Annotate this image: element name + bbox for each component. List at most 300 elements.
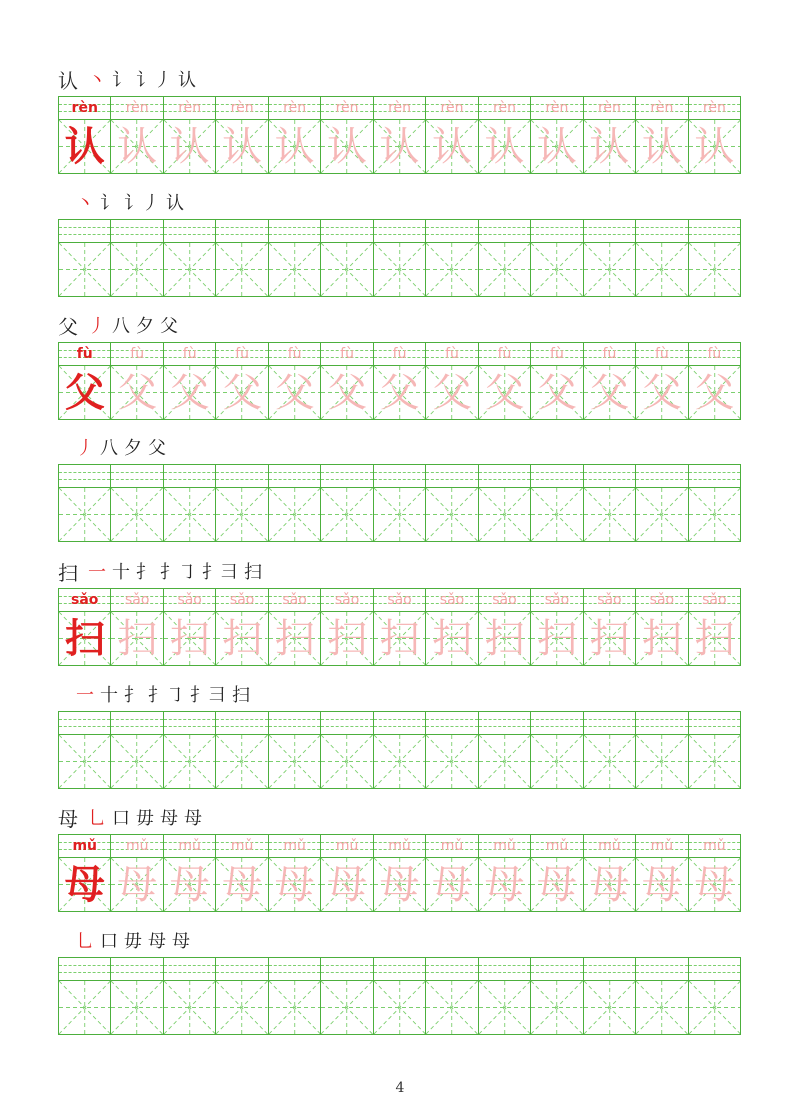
stroke-step: 扫 — [232, 685, 250, 706]
char-zone — [479, 735, 530, 788]
grid-cell[interactable] — [478, 712, 530, 788]
pinyin-zone — [321, 343, 372, 366]
grid-cell — [478, 589, 530, 665]
mi-grid-guides — [321, 243, 372, 296]
pinyin-zone — [374, 958, 425, 981]
grid-cell[interactable] — [530, 712, 582, 788]
grid-cell — [268, 343, 320, 419]
grid-cell — [635, 343, 687, 419]
trace-character: 认 — [327, 123, 368, 170]
trace-character: 父 — [222, 369, 263, 416]
pinyin-zone — [111, 835, 162, 858]
mi-grid-guides — [59, 981, 110, 1034]
grid-cell — [320, 97, 372, 173]
trace-character: 扫 — [432, 615, 473, 662]
model-row — [58, 316, 741, 422]
grid-cell[interactable] — [59, 465, 110, 541]
char-zone — [689, 858, 740, 911]
grid-cell[interactable] — [373, 958, 425, 1034]
trace-character: 扫 — [484, 615, 525, 662]
grid-cell — [688, 97, 740, 173]
grid-cell — [268, 835, 320, 911]
mi-grid-guides — [216, 735, 267, 788]
grid-cell[interactable] — [425, 712, 477, 788]
pinyin-text: rèn — [335, 100, 359, 116]
grid-cell — [583, 343, 635, 419]
grid-cell — [530, 343, 582, 419]
pinyin-zone — [426, 712, 477, 735]
grid-cell — [320, 343, 372, 419]
char-zone — [374, 488, 425, 541]
mi-grid-guides — [531, 981, 582, 1034]
stroke-step: 讠 — [112, 70, 130, 91]
grid-cell[interactable] — [163, 220, 215, 296]
pinyin-zone — [426, 343, 477, 366]
writing-grid — [58, 834, 741, 912]
pinyin-zone — [111, 220, 162, 243]
pinyin-zone — [111, 465, 162, 488]
grid-cell[interactable] — [268, 220, 320, 296]
pinyin-text: mǔ — [650, 838, 674, 854]
grid-cell[interactable] — [110, 958, 162, 1034]
pinyin-zone — [479, 835, 530, 858]
mi-grid-guides — [636, 488, 687, 541]
grid-cell — [530, 589, 582, 665]
pinyin-zone — [216, 712, 267, 735]
grid-cell — [59, 589, 110, 665]
grid-cell[interactable] — [478, 465, 530, 541]
mi-grid-guides — [164, 243, 215, 296]
trace-character: 认 — [169, 123, 210, 170]
trace-character: 认 — [589, 123, 630, 170]
grid-cell[interactable] — [583, 220, 635, 296]
char-zone — [689, 243, 740, 296]
practice-row — [58, 438, 741, 544]
grid-cell[interactable] — [110, 465, 162, 541]
trace-character: 认 — [117, 123, 158, 170]
char-zone — [164, 858, 215, 911]
grid-cell[interactable] — [215, 958, 267, 1034]
trace-character: 母 — [169, 861, 210, 908]
mi-grid-guides — [584, 735, 635, 788]
pinyin-zone — [164, 465, 215, 488]
grid-cell[interactable] — [59, 958, 110, 1034]
grid-cell[interactable] — [110, 220, 162, 296]
pinyin-zone — [584, 465, 635, 488]
pinyin-zone — [689, 712, 740, 735]
grid-cell[interactable] — [583, 958, 635, 1034]
trace-character: 父 — [274, 369, 315, 416]
mi-grid-guides — [374, 981, 425, 1034]
grid-cell[interactable] — [320, 220, 372, 296]
pinyin-text: mǔ — [493, 838, 516, 854]
grid-cell — [110, 343, 162, 419]
grid-cell[interactable] — [59, 712, 110, 788]
mi-grid-guides — [531, 735, 582, 788]
pinyin-zone — [479, 220, 530, 243]
stroke-step: 一 — [76, 685, 94, 706]
pinyin-text: rèn — [440, 100, 464, 116]
pinyin-text: sǎo — [282, 592, 307, 608]
pinyin-zone — [374, 465, 425, 488]
trace-character: 父 — [117, 369, 158, 416]
grid-cell[interactable] — [635, 220, 687, 296]
char-zone — [164, 488, 215, 541]
pinyin-text: sǎo — [229, 592, 255, 608]
pinyin-zone — [111, 97, 162, 120]
pinyin-zone — [479, 465, 530, 488]
pinyin-text: fù — [392, 346, 407, 362]
pinyin-zone — [216, 220, 267, 243]
stroke-order-label — [76, 685, 256, 707]
grid-cell — [59, 343, 110, 419]
stroke-step: 丶 — [88, 70, 106, 91]
grid-cell[interactable] — [635, 958, 687, 1034]
grid-cell[interactable] — [688, 220, 740, 296]
trace-character: 扫 — [379, 615, 420, 662]
grid-cell[interactable] — [320, 712, 372, 788]
pinyin-zone — [164, 958, 215, 981]
pinyin-zone — [59, 343, 110, 366]
pinyin-zone — [321, 589, 372, 612]
char-zone — [584, 612, 635, 665]
pinyin-zone — [584, 589, 635, 612]
char-heading: 扫 — [58, 561, 78, 585]
stroke-step: 丶 — [76, 193, 94, 214]
stroke-step: 十 — [112, 562, 130, 583]
char-zone — [374, 366, 425, 419]
pinyin-zone — [689, 97, 740, 120]
grid-cell — [215, 835, 267, 911]
grid-cell — [583, 835, 635, 911]
pinyin-zone — [374, 220, 425, 243]
pinyin-zone — [479, 958, 530, 981]
char-zone — [531, 981, 582, 1034]
grid-cell[interactable] — [320, 465, 372, 541]
mi-grid-guides — [636, 735, 687, 788]
pinyin-zone — [584, 343, 635, 366]
trace-character: 父 — [589, 369, 630, 416]
grid-cell[interactable] — [373, 465, 425, 541]
grid-cell — [425, 97, 477, 173]
char-zone — [111, 366, 162, 419]
grid-cell[interactable] — [478, 220, 530, 296]
grid-cell — [110, 97, 162, 173]
trace-character: 扫 — [222, 615, 263, 662]
grid-cell[interactable] — [583, 712, 635, 788]
trace-character: 母 — [589, 861, 630, 908]
stroke-order-label — [58, 316, 184, 338]
pinyin-zone — [111, 343, 162, 366]
stroke-step: 十 — [100, 685, 118, 706]
stroke-step: 丿 — [88, 316, 106, 337]
pinyin-text: fù — [654, 346, 669, 362]
trace-character: 扫 — [274, 615, 315, 662]
char-zone — [636, 366, 687, 419]
char-zone — [584, 488, 635, 541]
stroke-step: 毋 — [124, 931, 142, 952]
grid-cell[interactable] — [478, 958, 530, 1034]
mi-grid-guides — [59, 488, 110, 541]
char-zone — [269, 858, 320, 911]
trace-character: 母 — [484, 861, 525, 908]
pinyin-zone — [216, 835, 267, 858]
char-zone — [479, 120, 530, 173]
pinyin-zone — [216, 465, 267, 488]
grid-cell[interactable] — [163, 958, 215, 1034]
char-heading: 父 — [58, 315, 78, 339]
mi-grid-guides — [636, 243, 687, 296]
grid-cell[interactable] — [163, 465, 215, 541]
grid-cell — [320, 835, 372, 911]
grid-cell — [320, 589, 372, 665]
grid-cell[interactable] — [635, 712, 687, 788]
stroke-order-label — [76, 438, 172, 460]
char-zone — [216, 612, 267, 665]
char-zone — [426, 981, 477, 1034]
grid-cell[interactable] — [215, 712, 267, 788]
pinyin-zone — [374, 589, 425, 612]
mi-grid-guides — [321, 981, 372, 1034]
mi-grid-guides — [426, 243, 477, 296]
pinyin-text: rèn — [545, 100, 569, 116]
char-zone — [479, 488, 530, 541]
char-zone — [479, 981, 530, 1034]
pinyin-zone — [269, 958, 320, 981]
pinyin-text: fù — [550, 346, 564, 362]
pinyin-text: mǔ — [178, 838, 201, 854]
pinyin-zone — [426, 465, 477, 488]
char-zone — [636, 981, 687, 1034]
grid-cell[interactable] — [425, 220, 477, 296]
stroke-step: 乚 — [76, 931, 94, 952]
mi-grid-guides — [374, 488, 425, 541]
grid-cell — [530, 835, 582, 911]
stroke-step: 母 — [172, 931, 190, 952]
char-zone — [374, 858, 425, 911]
grid-cell — [163, 97, 215, 173]
pinyin-zone — [426, 97, 477, 120]
pinyin-zone — [164, 712, 215, 735]
mi-grid-guides — [689, 735, 740, 788]
pinyin-zone — [111, 712, 162, 735]
char-zone — [689, 120, 740, 173]
pinyin-zone — [531, 465, 582, 488]
stroke-step: 扌 — [136, 562, 154, 583]
pinyin-zone — [689, 835, 740, 858]
grid-cell — [583, 589, 635, 665]
grid-cell — [635, 589, 687, 665]
grid-cell — [688, 343, 740, 419]
trace-character: 认 — [274, 123, 315, 170]
grid-cell[interactable] — [635, 465, 687, 541]
stroke-step: 夕 — [136, 316, 154, 337]
pinyin-zone — [269, 97, 320, 120]
mi-grid-guides — [164, 981, 215, 1034]
grid-cell[interactable] — [320, 958, 372, 1034]
stroke-order-label — [76, 931, 196, 953]
stroke-step: 扌 — [124, 685, 142, 706]
mi-grid-guides — [321, 488, 372, 541]
pinyin-text: rèn — [283, 100, 307, 116]
char-zone — [426, 488, 477, 541]
grid-cell — [688, 589, 740, 665]
pinyin-zone — [584, 712, 635, 735]
pinyin-text: rèn — [125, 100, 149, 116]
pinyin-text: mǔ — [545, 838, 569, 854]
grid-cell — [425, 343, 477, 419]
mi-grid-guides — [531, 243, 582, 296]
grid-cell — [635, 97, 687, 173]
mi-grid-guides — [321, 735, 372, 788]
grid-cell — [373, 343, 425, 419]
mi-grid-guides — [426, 735, 477, 788]
char-zone — [111, 858, 162, 911]
char-zone — [374, 612, 425, 665]
pinyin-zone — [269, 589, 320, 612]
mi-grid-guides — [479, 243, 530, 296]
char-zone — [636, 243, 687, 296]
char-zone — [689, 488, 740, 541]
grid-cell[interactable] — [110, 712, 162, 788]
grid-cell[interactable] — [583, 465, 635, 541]
char-zone — [689, 981, 740, 1034]
pinyin-text: mǔ — [230, 838, 254, 854]
pinyin-zone — [636, 465, 687, 488]
grid-cell[interactable] — [530, 220, 582, 296]
grid-cell — [59, 97, 110, 173]
char-zone — [636, 858, 687, 911]
char-zone — [111, 243, 162, 296]
grid-cell — [373, 835, 425, 911]
char-zone — [636, 735, 687, 788]
char-zone — [216, 981, 267, 1034]
pinyin-zone — [269, 835, 320, 858]
pinyin-text: sǎo — [71, 592, 99, 608]
stroke-step: 口 — [100, 931, 118, 952]
pinyin-zone — [374, 343, 425, 366]
char-zone — [321, 735, 372, 788]
trace-character: 扫 — [641, 615, 682, 662]
char-zone — [216, 366, 267, 419]
grid-cell — [425, 589, 477, 665]
grid-cell — [268, 97, 320, 173]
trace-character: 认 — [641, 123, 682, 170]
char-zone — [269, 120, 320, 173]
pinyin-text: sǎo — [334, 592, 360, 608]
grid-cell — [425, 835, 477, 911]
grid-cell[interactable] — [163, 712, 215, 788]
char-zone — [269, 981, 320, 1034]
pinyin-zone — [636, 835, 687, 858]
pinyin-zone — [111, 958, 162, 981]
char-zone — [531, 612, 582, 665]
stroke-step: 父 — [160, 316, 178, 337]
grid-cell[interactable] — [268, 958, 320, 1034]
grid-cell[interactable] — [425, 958, 477, 1034]
char-zone — [374, 120, 425, 173]
pinyin-zone — [531, 343, 582, 366]
pinyin-zone — [531, 589, 582, 612]
grid-cell[interactable] — [268, 465, 320, 541]
grid-cell[interactable] — [425, 465, 477, 541]
pinyin-zone — [479, 589, 530, 612]
trace-character: 母 — [117, 861, 158, 908]
mi-grid-guides — [111, 981, 162, 1034]
pinyin-text: sǎo — [544, 592, 570, 608]
grid-cell — [478, 343, 530, 419]
char-zone — [321, 612, 372, 665]
pinyin-zone — [636, 958, 687, 981]
trace-character: 扫 — [327, 615, 368, 662]
mi-grid-guides — [59, 735, 110, 788]
grid-cell[interactable] — [688, 958, 740, 1034]
char-zone — [531, 735, 582, 788]
trace-character: 母 — [379, 861, 420, 908]
char-zone — [531, 488, 582, 541]
stroke-step: 母 — [184, 808, 202, 829]
pinyin-text: rèn — [650, 100, 674, 116]
char-zone — [269, 243, 320, 296]
pinyin-zone — [531, 958, 582, 981]
grid-cell[interactable] — [373, 220, 425, 296]
mi-grid-guides — [111, 243, 162, 296]
pinyin-zone — [164, 589, 215, 612]
grid-cell — [268, 589, 320, 665]
grid-cell[interactable] — [688, 712, 740, 788]
grid-cell — [163, 343, 215, 419]
char-zone — [59, 488, 110, 541]
char-zone — [164, 735, 215, 788]
grid-cell[interactable] — [215, 220, 267, 296]
grid-cell[interactable] — [268, 712, 320, 788]
stroke-order-label — [58, 562, 268, 584]
pinyin-text: sǎo — [597, 592, 622, 608]
grid-cell[interactable] — [373, 712, 425, 788]
char-zone — [321, 120, 372, 173]
pinyin-zone — [164, 835, 215, 858]
pinyin-text: mǔ — [440, 838, 464, 854]
mi-grid-guides — [636, 981, 687, 1034]
trace-character: 扫 — [536, 615, 577, 662]
grid-cell[interactable] — [215, 465, 267, 541]
mi-grid-guides — [584, 243, 635, 296]
char-zone — [321, 243, 372, 296]
pinyin-zone — [636, 220, 687, 243]
pinyin-text: mǔ — [283, 838, 306, 854]
grid-cell[interactable] — [59, 220, 110, 296]
grid-cell[interactable] — [688, 465, 740, 541]
trace-character: 母 — [432, 861, 473, 908]
pinyin-text: rèn — [493, 100, 516, 116]
trace-character: 母 — [536, 861, 577, 908]
mi-grid-guides — [269, 981, 320, 1034]
grid-cell[interactable] — [530, 958, 582, 1034]
pinyin-zone — [479, 712, 530, 735]
mi-grid-guides — [531, 488, 582, 541]
stroke-step: 乚 — [88, 808, 106, 829]
stroke-step: 讠丿 — [136, 70, 172, 91]
char-heading: 母 — [58, 807, 78, 831]
char-zone — [479, 243, 530, 296]
model-row — [58, 70, 741, 176]
grid-cell[interactable] — [530, 465, 582, 541]
char-zone — [426, 366, 477, 419]
char-zone — [59, 243, 110, 296]
char-zone — [531, 858, 582, 911]
char-zone — [584, 735, 635, 788]
stroke-step: 扌⺕ — [190, 685, 226, 706]
